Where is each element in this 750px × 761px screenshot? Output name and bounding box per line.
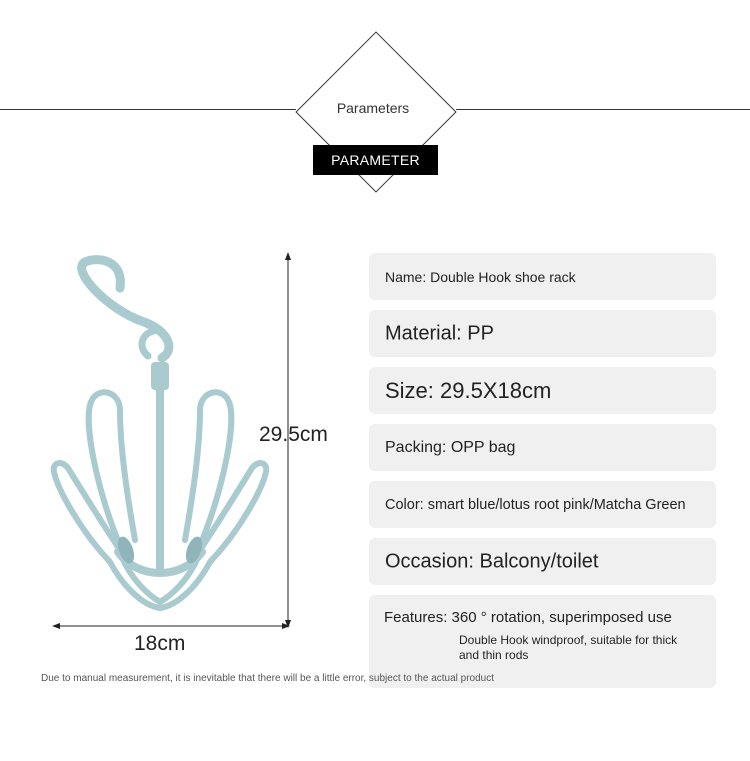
- spec-material-card: [369, 310, 716, 357]
- height-dimension-label: 29.5cm: [259, 423, 328, 446]
- right-inner-loop: [185, 392, 231, 550]
- spec-material: Material: PP: [385, 322, 494, 344]
- spec-name: Name: Double Hook shoe rack: [385, 268, 576, 285]
- spec-size: Size: 29.5X18cm: [385, 377, 552, 403]
- width-dimension-label: 18cm: [134, 632, 186, 655]
- left-inner-loop: [89, 392, 135, 550]
- spec-features-title: Features: 360 ° rotation, superimposed use: [384, 609, 672, 626]
- spec-size-card: [369, 367, 716, 414]
- spec-color: Color: smart blue/lotus root pink/Matcha Green: [385, 496, 686, 513]
- measurement-footnote: Due to manual measurement, it is inevitable that there will be a little error, subject to the actual product: [41, 673, 495, 684]
- hook-lower: [142, 330, 158, 356]
- hook-top: [82, 260, 169, 358]
- header-line-left: [0, 109, 296, 110]
- swivel-joint: [151, 362, 169, 390]
- spec-name-card: [369, 253, 716, 300]
- header-bar-label: PARAMETER: [313, 145, 438, 175]
- spec-packing: Packing: OPP bag: [385, 438, 516, 456]
- spec-occasion-card: [369, 538, 716, 585]
- spec-packing-card: [369, 424, 716, 471]
- spec-features-detail: Double Hook windproof, suitable for thick and thin rods: [459, 633, 678, 662]
- header-title: Parameters: [336, 100, 410, 116]
- spec-occasion: Occasion: Balcony/toilet: [385, 550, 599, 572]
- spec-color-card: [369, 481, 716, 528]
- shoe-rack-illustration: [40, 250, 315, 650]
- header-line-right: [456, 109, 750, 110]
